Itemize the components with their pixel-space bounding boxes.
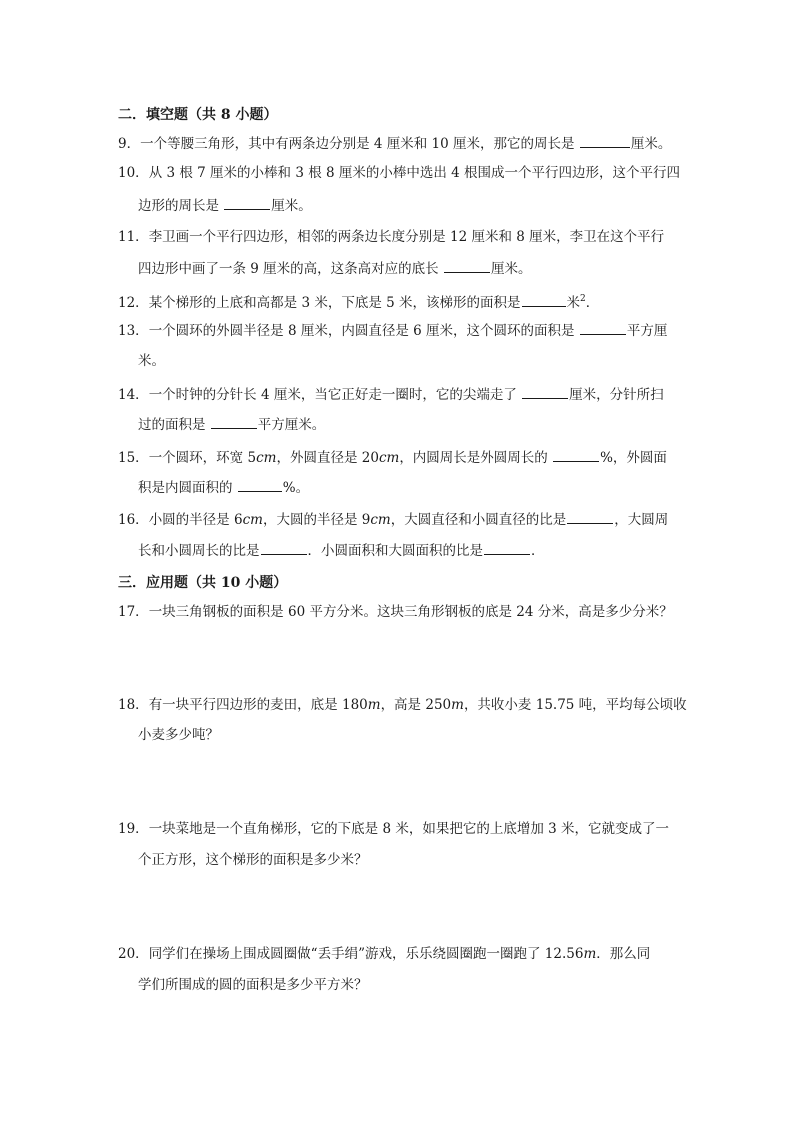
section-fill-blank-heading: 二．填空题（共 8 小题） xyxy=(118,107,278,123)
unit: cm xyxy=(242,512,263,528)
question-13-cont xyxy=(138,352,165,370)
question-number: 11． xyxy=(118,229,149,245)
question-text: 李卫画一个平行四边形，相邻的两条边长度分别是 12 厘米和 8 厘米，李卫在这个平行 xyxy=(148,229,665,245)
question-text: 有一块平行四边形的麦田，底是 180 xyxy=(148,697,368,713)
question-text: 同学们在操场上围成圆圈做“丢手绢”游戏，乐乐绕圆圈跑一圈跑了 12.56 xyxy=(148,946,584,962)
question-17 xyxy=(118,603,673,621)
question-text: 小圆的半径是 6 xyxy=(148,512,243,528)
question-text: 厘米，分针所扫 xyxy=(569,387,664,403)
question-text: ．小圆面积和大圆面积的比是 xyxy=(307,543,483,559)
question-text: %，外圆面 xyxy=(600,450,667,466)
question-number: 15． xyxy=(118,450,149,466)
question-20-cont xyxy=(138,976,368,994)
question-text: 米。 xyxy=(138,353,165,369)
answer-blank[interactable] xyxy=(238,478,282,492)
question-13 xyxy=(118,321,667,340)
question-number: 9． xyxy=(118,136,141,152)
question-number: 20． xyxy=(118,946,149,962)
question-text: 一个等腰三角形，其中有两条边分别是 4 厘米和 10 厘米，那它的周长是 xyxy=(140,136,579,152)
answer-blank[interactable] xyxy=(580,134,630,148)
unit: m xyxy=(583,946,597,962)
question-10 xyxy=(118,164,680,182)
question-15-cont xyxy=(138,478,309,497)
question-text: %。 xyxy=(282,480,310,496)
question-text: ，内圆周长是外圆周长的 xyxy=(399,450,553,466)
question-number: 12． xyxy=(118,295,149,311)
question-text: ，大圆的半径是 9 xyxy=(262,512,371,528)
question-text: 积是内圆面积的 xyxy=(138,480,237,496)
question-14-cont xyxy=(138,415,325,434)
question-text: ，高是 250 xyxy=(380,697,452,713)
answer-blank[interactable] xyxy=(224,196,270,210)
question-number: 18． xyxy=(118,697,149,713)
question-text: 边形的周长是 xyxy=(138,198,224,214)
question-text: 一个圆环的外圆半径是 8 厘米，内圆直径是 6 厘米，这个圆环的面积是 xyxy=(148,323,579,339)
section-application-heading: 三．应用题（共 10 小题） xyxy=(118,575,288,591)
question-14 xyxy=(118,385,664,404)
question-text: 过的面积是 xyxy=(138,417,210,433)
question-12 xyxy=(118,290,599,312)
question-number: 17． xyxy=(118,604,149,620)
answer-blank[interactable] xyxy=(484,541,530,555)
question-9 xyxy=(118,134,671,153)
question-text: 学们所围成的圆的面积是多少平方米？ xyxy=(138,977,368,993)
question-text: 四边形中画了一条 9 厘米的高，这条高对应的底长 xyxy=(138,261,443,277)
question-text: ，外圆直径是 20 xyxy=(276,450,379,466)
question-text: ，共收小麦 15.75 吨，平均每公顷收 xyxy=(463,697,687,713)
question-16 xyxy=(118,510,668,529)
question-19 xyxy=(118,820,669,838)
question-text: ．那么同 xyxy=(596,946,651,962)
question-number: 13． xyxy=(118,323,149,339)
question-16-cont xyxy=(138,541,545,560)
question-text: 一块三角钢板的面积是 60 平方分米。这块三角形钢板的底是 24 分米，高是多少分米？ xyxy=(148,604,673,620)
question-11-cont xyxy=(138,259,531,278)
question-10-cont xyxy=(138,196,312,215)
question-number: 10． xyxy=(118,165,149,181)
question-text: 一块菜地是一个直角梯形，它的下底是 8 米，如果把它的上底增加 3 米，它就变成了一 xyxy=(148,821,670,837)
question-text: 某个梯形的上底和高都是 3 米，下底是 5 米，该梯形的面积是 xyxy=(148,295,521,311)
unit: m xyxy=(451,697,464,713)
question-19-cont xyxy=(138,851,368,869)
question-text: ． xyxy=(531,543,545,559)
superscript: 2 xyxy=(580,294,586,304)
question-number: 16． xyxy=(118,512,149,528)
question-20 xyxy=(118,945,650,963)
question-text: 厘米。 xyxy=(630,136,672,152)
question-text: 厘米。 xyxy=(271,198,312,214)
unit: m xyxy=(367,697,381,713)
answer-blank[interactable] xyxy=(553,448,599,462)
question-text: 从 3 根 7 厘米的小棒和 3 根 8 厘米的小棒中选出 4 根围成一个平行四边形，这个平行四 xyxy=(148,165,681,181)
question-number: 19． xyxy=(118,821,149,837)
question-text: ，大圆直径和小圆直径的比是 xyxy=(390,512,567,528)
question-number: 14． xyxy=(118,387,149,403)
unit: cm xyxy=(256,450,277,466)
question-text: 小麦多少吨？ xyxy=(138,727,219,743)
question-18 xyxy=(118,696,687,714)
unit: cm xyxy=(378,450,400,466)
answer-blank[interactable] xyxy=(580,321,626,335)
answer-blank[interactable] xyxy=(567,510,613,524)
answer-blank[interactable] xyxy=(522,385,568,399)
question-text: ． xyxy=(585,295,600,311)
unit: cm xyxy=(370,512,391,528)
question-text: 平方厘 xyxy=(626,323,668,339)
question-11 xyxy=(118,228,664,246)
question-text: 长和小圆周长的比是 xyxy=(138,543,260,559)
question-text: 米 xyxy=(566,295,581,311)
answer-blank[interactable] xyxy=(522,293,566,307)
question-text: 一个时钟的分针长 4 厘米，当它正好走一圈时，它的尖端走了 xyxy=(148,387,522,403)
answer-blank[interactable] xyxy=(211,415,257,429)
question-15 xyxy=(118,448,667,467)
question-text: ，大圆周 xyxy=(614,512,669,528)
question-text: 个正方形，这个梯形的面积是多少米？ xyxy=(138,852,368,868)
answer-blank[interactable] xyxy=(261,541,307,555)
question-18-cont xyxy=(138,726,219,744)
question-text: 平方厘米。 xyxy=(257,417,326,433)
question-text: 一个圆环，环宽 5 xyxy=(148,450,257,466)
answer-blank[interactable] xyxy=(444,259,490,273)
question-text: 厘米。 xyxy=(490,261,532,277)
